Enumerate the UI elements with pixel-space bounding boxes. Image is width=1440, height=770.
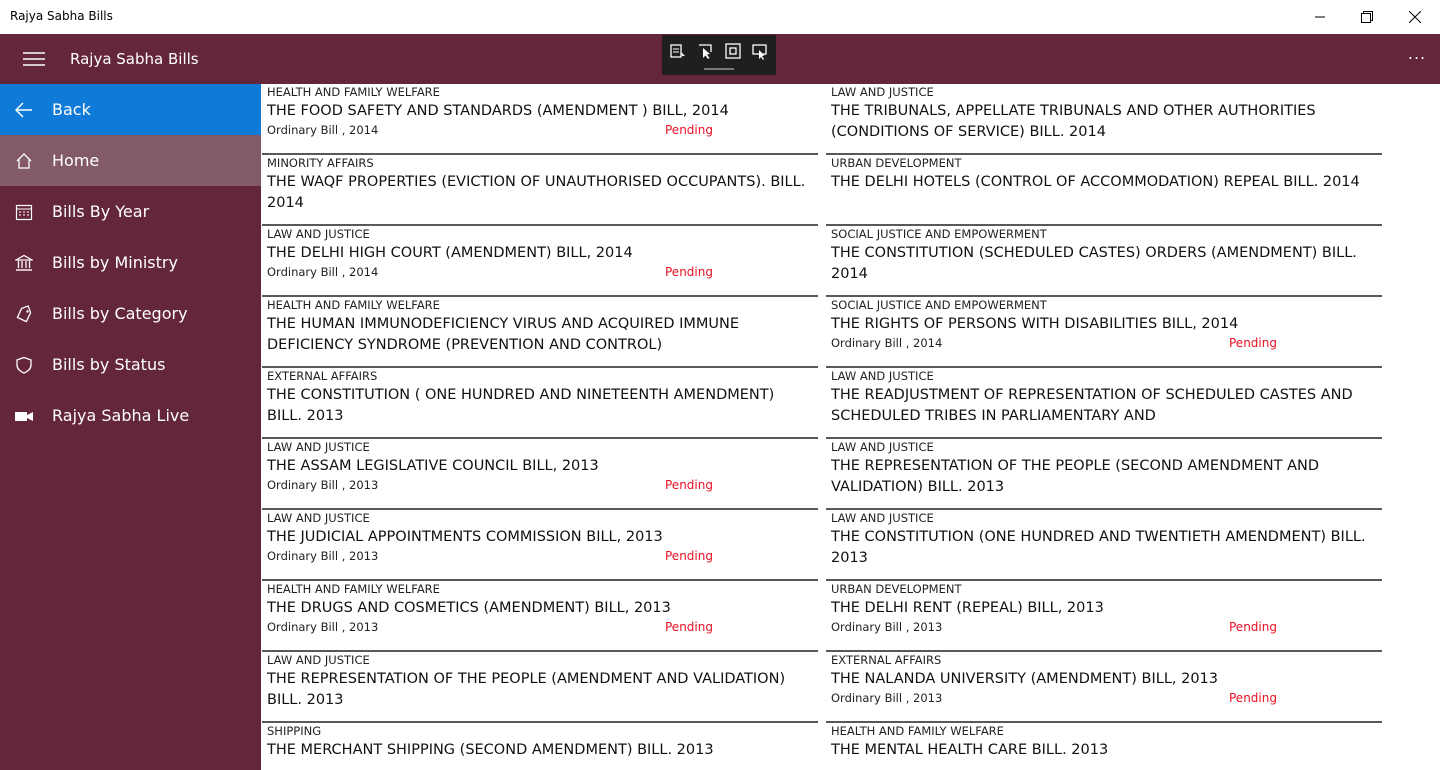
bill-card[interactable] (826, 723, 1382, 770)
bill-ministry: LAW AND JUSTICE (831, 85, 934, 99)
minimize-icon (1315, 12, 1325, 22)
bill-title: THE MERCHANT SHIPPING (SECOND AMENDMENT) BILL. 2013 (267, 742, 714, 758)
bill-card[interactable] (262, 155, 818, 226)
tag-icon (14, 304, 34, 324)
bill-card[interactable] (262, 439, 818, 510)
bill-title: THE DELHI RENT (REPEAL) BILL, 2013 (831, 600, 1104, 616)
bill-type: Ordinary Bill , 2014 (831, 336, 943, 350)
floating-toolbar (662, 35, 776, 75)
bill-card[interactable] (826, 439, 1382, 510)
pointer-icon[interactable] (696, 42, 714, 60)
bill-title: THE REPRESENTATION OF THE PEOPLE (SECOND AMENDMENT AND VALIDATION) BILL. 2013 (831, 458, 1319, 495)
video-icon (14, 406, 34, 426)
sidebar-item-label: Home (52, 151, 100, 170)
bill-ministry: URBAN DEVELOPMENT (831, 582, 962, 596)
bill-ministry: MINORITY AFFAIRS (267, 156, 374, 170)
bill-card[interactable] (262, 226, 818, 297)
track-focus-icon[interactable] (751, 42, 769, 60)
bill-ministry: LAW AND JUSTICE (267, 227, 370, 241)
bill-ministry: LAW AND JUSTICE (267, 440, 370, 454)
bill-type: Ordinary Bill , 2014 (267, 265, 379, 279)
bill-ministry: LAW AND JUSTICE (267, 511, 370, 525)
bill-title: THE READJUSTMENT OF REPRESENTATION OF SCHEDULED CASTES AND SCHEDULED TRIBES IN PARLIAMENTARY AND (831, 387, 1353, 424)
window-titlebar (0, 0, 1440, 34)
bill-ministry: HEALTH AND FAMILY WELFARE (267, 582, 440, 596)
bill-card[interactable] (262, 723, 818, 770)
restore-icon (1361, 11, 1373, 23)
arrow-left-icon (14, 100, 34, 120)
bill-status: Pending (1229, 691, 1277, 705)
bill-card[interactable] (262, 84, 818, 155)
bill-card[interactable] (262, 297, 818, 368)
bill-status: Pending (665, 478, 713, 492)
bill-card[interactable] (826, 226, 1382, 297)
bill-title: THE JUDICIAL APPOINTMENTS COMMISSION BILL, 2013 (267, 529, 663, 545)
bill-status: Pending (665, 265, 713, 279)
bill-ministry: EXTERNAL AFFAIRS (831, 653, 942, 667)
bill-card[interactable] (262, 581, 818, 652)
bill-title: THE RIGHTS OF PERSONS WITH DISABILITIES BILL, 2014 (831, 316, 1239, 332)
bill-title: THE CONSTITUTION (SCHEDULED CASTES) ORDERS (AMENDMENT) BILL. 2014 (831, 245, 1357, 282)
sidebar-item-home[interactable] (0, 135, 261, 186)
inspect-icon[interactable] (724, 42, 742, 60)
bill-ministry: HEALTH AND FAMILY WELFARE (831, 724, 1004, 738)
bill-title: THE DRUGS AND COSMETICS (AMENDMENT) BILL, 2013 (267, 600, 671, 616)
hamburger-icon (23, 51, 45, 67)
bill-ministry: EXTERNAL AFFAIRS (267, 369, 378, 383)
bill-ministry: LAW AND JUSTICE (267, 653, 370, 667)
bill-type: Ordinary Bill , 2013 (831, 620, 943, 634)
bill-type: Ordinary Bill , 2013 (267, 478, 379, 492)
bills-grid (262, 84, 1440, 770)
sidebar-item-bills-by-year[interactable] (0, 186, 261, 237)
bill-title: THE FOOD SAFETY AND STANDARDS (AMENDMENT ) BILL, 2014 (267, 103, 729, 119)
bill-title: THE DELHI HOTELS (CONTROL OF ACCOMMODATION) REPEAL BILL. 2014 (831, 174, 1360, 190)
bill-ministry: SOCIAL JUSTICE AND EMPOWERMENT (831, 298, 1047, 312)
bill-ministry: LAW AND JUSTICE (831, 511, 934, 525)
bill-type: Ordinary Bill , 2014 (267, 123, 379, 137)
bill-status: Pending (665, 620, 713, 634)
bill-type: Ordinary Bill , 2013 (267, 620, 379, 634)
select-element-icon[interactable] (669, 42, 687, 60)
bill-card[interactable] (826, 581, 1382, 652)
bill-ministry: LAW AND JUSTICE (831, 440, 934, 454)
bill-card[interactable] (826, 368, 1382, 439)
bill-title: THE MENTAL HEALTH CARE BILL. 2013 (831, 742, 1109, 758)
bill-ministry: URBAN DEVELOPMENT (831, 156, 962, 170)
shield-icon (14, 355, 34, 375)
window-title: Rajya Sabha Bills (10, 9, 113, 23)
sidebar-item-label: Back (52, 100, 91, 119)
sidebar-item-label: Bills by Status (52, 355, 166, 374)
bill-card[interactable] (826, 297, 1382, 368)
sidebar-item-bills-by-ministry[interactable] (0, 237, 261, 288)
bill-card[interactable] (262, 652, 818, 723)
bill-title: THE ASSAM LEGISLATIVE COUNCIL BILL, 2013 (267, 458, 599, 474)
sidebar-item-label: Rajya Sabha Live (52, 406, 190, 425)
bill-title: THE NALANDA UNIVERSITY (AMENDMENT) BILL, 2013 (831, 671, 1219, 687)
close-icon (1409, 11, 1421, 23)
bill-title: THE TRIBUNALS, APPELLATE TRIBUNALS AND OTHER AUTHORITIES (CONDITIONS OF SERVICE) BILL. 2014 (831, 103, 1316, 140)
bill-title: THE CONSTITUTION ( ONE HUNDRED AND NINETEENTH AMENDMENT) BILL. 2013 (267, 387, 775, 424)
bill-title: THE CONSTITUTION (ONE HUNDRED AND TWENTIETH AMENDMENT) BILL. 2013 (831, 529, 1366, 566)
sidebar-item-bills-by-status[interactable] (0, 339, 261, 390)
bill-card[interactable] (262, 510, 818, 581)
bank-icon (14, 253, 34, 273)
hamburger-button[interactable] (12, 34, 56, 84)
sidebar-item-bills-by-category[interactable] (0, 288, 261, 339)
restore-button[interactable] (1344, 0, 1390, 34)
bill-title: THE REPRESENTATION OF THE PEOPLE (AMENDMENT AND VALIDATION) BILL. 2013 (267, 671, 786, 708)
bill-title: THE DELHI HIGH COURT (AMENDMENT) BILL, 2014 (267, 245, 633, 261)
close-button[interactable] (1392, 0, 1438, 34)
bill-type: Ordinary Bill , 2013 (267, 549, 379, 563)
bill-card[interactable] (826, 510, 1382, 581)
sidebar-item-rajya-sabha-live[interactable] (0, 390, 261, 441)
bill-ministry: HEALTH AND FAMILY WELFARE (267, 85, 440, 99)
minimize-button[interactable] (1297, 0, 1343, 34)
bill-card[interactable] (826, 84, 1382, 155)
bill-status: Pending (1229, 620, 1277, 634)
calendar-icon (14, 202, 34, 222)
bill-ministry: SHIPPING (267, 724, 322, 738)
more-options-button[interactable]: ... (1407, 44, 1427, 63)
sidebar-item-label: Bills by Ministry (52, 253, 178, 272)
toolbar-grip[interactable] (704, 68, 734, 70)
bill-card[interactable] (826, 652, 1382, 723)
bill-type: Ordinary Bill , 2013 (831, 691, 943, 705)
sidebar-item-label: Bills by Category (52, 304, 188, 323)
sidebar (0, 84, 261, 770)
sidebar-item-label: Bills By Year (52, 202, 150, 221)
bill-title: THE WAQF PROPERTIES (EVICTION OF UNAUTHORISED OCCUPANTS). BILL. 2014 (267, 174, 806, 211)
bill-card[interactable] (826, 155, 1382, 226)
sidebar-item-back[interactable] (0, 84, 261, 135)
bill-ministry: SOCIAL JUSTICE AND EMPOWERMENT (831, 227, 1047, 241)
bill-status: Pending (665, 549, 713, 563)
app-title: Rajya Sabha Bills (70, 50, 199, 68)
bill-ministry: LAW AND JUSTICE (831, 369, 934, 383)
home-icon (14, 151, 34, 171)
bill-status: Pending (665, 123, 713, 137)
bill-ministry: HEALTH AND FAMILY WELFARE (267, 298, 440, 312)
bill-status: Pending (1229, 336, 1277, 350)
bill-card[interactable] (262, 368, 818, 439)
bill-title: THE HUMAN IMMUNODEFICIENCY VIRUS AND ACQUIRED IMMUNE DEFICIENCY SYNDROME (PREVENTION AND CONTROL) (267, 316, 740, 353)
